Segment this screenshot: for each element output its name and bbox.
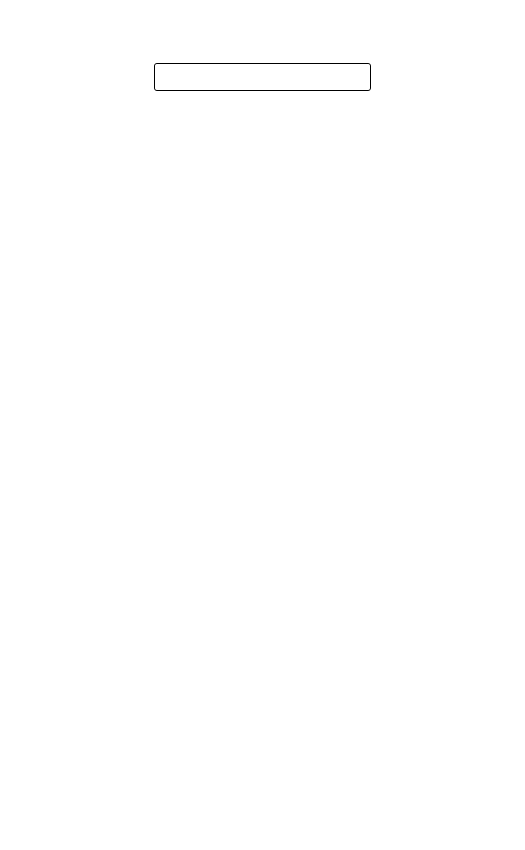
article-headline	[154, 63, 371, 91]
article-paragraph-2	[8, 239, 517, 344]
article-paragraph-3	[8, 344, 517, 414]
section-2-headline	[8, 769, 517, 793]
article-paragraph-7	[8, 624, 517, 676]
article-paragraph-8	[8, 676, 517, 711]
section-2-paragraph	[8, 797, 517, 850]
article-paragraph-1	[8, 99, 517, 239]
intro-paragraph	[8, 4, 517, 55]
article-body	[8, 99, 517, 763]
article-paragraph-5	[8, 502, 517, 554]
article-paragraph-9	[8, 711, 517, 763]
article-paragraph-6	[8, 554, 517, 624]
article-paragraph-4	[8, 414, 517, 502]
